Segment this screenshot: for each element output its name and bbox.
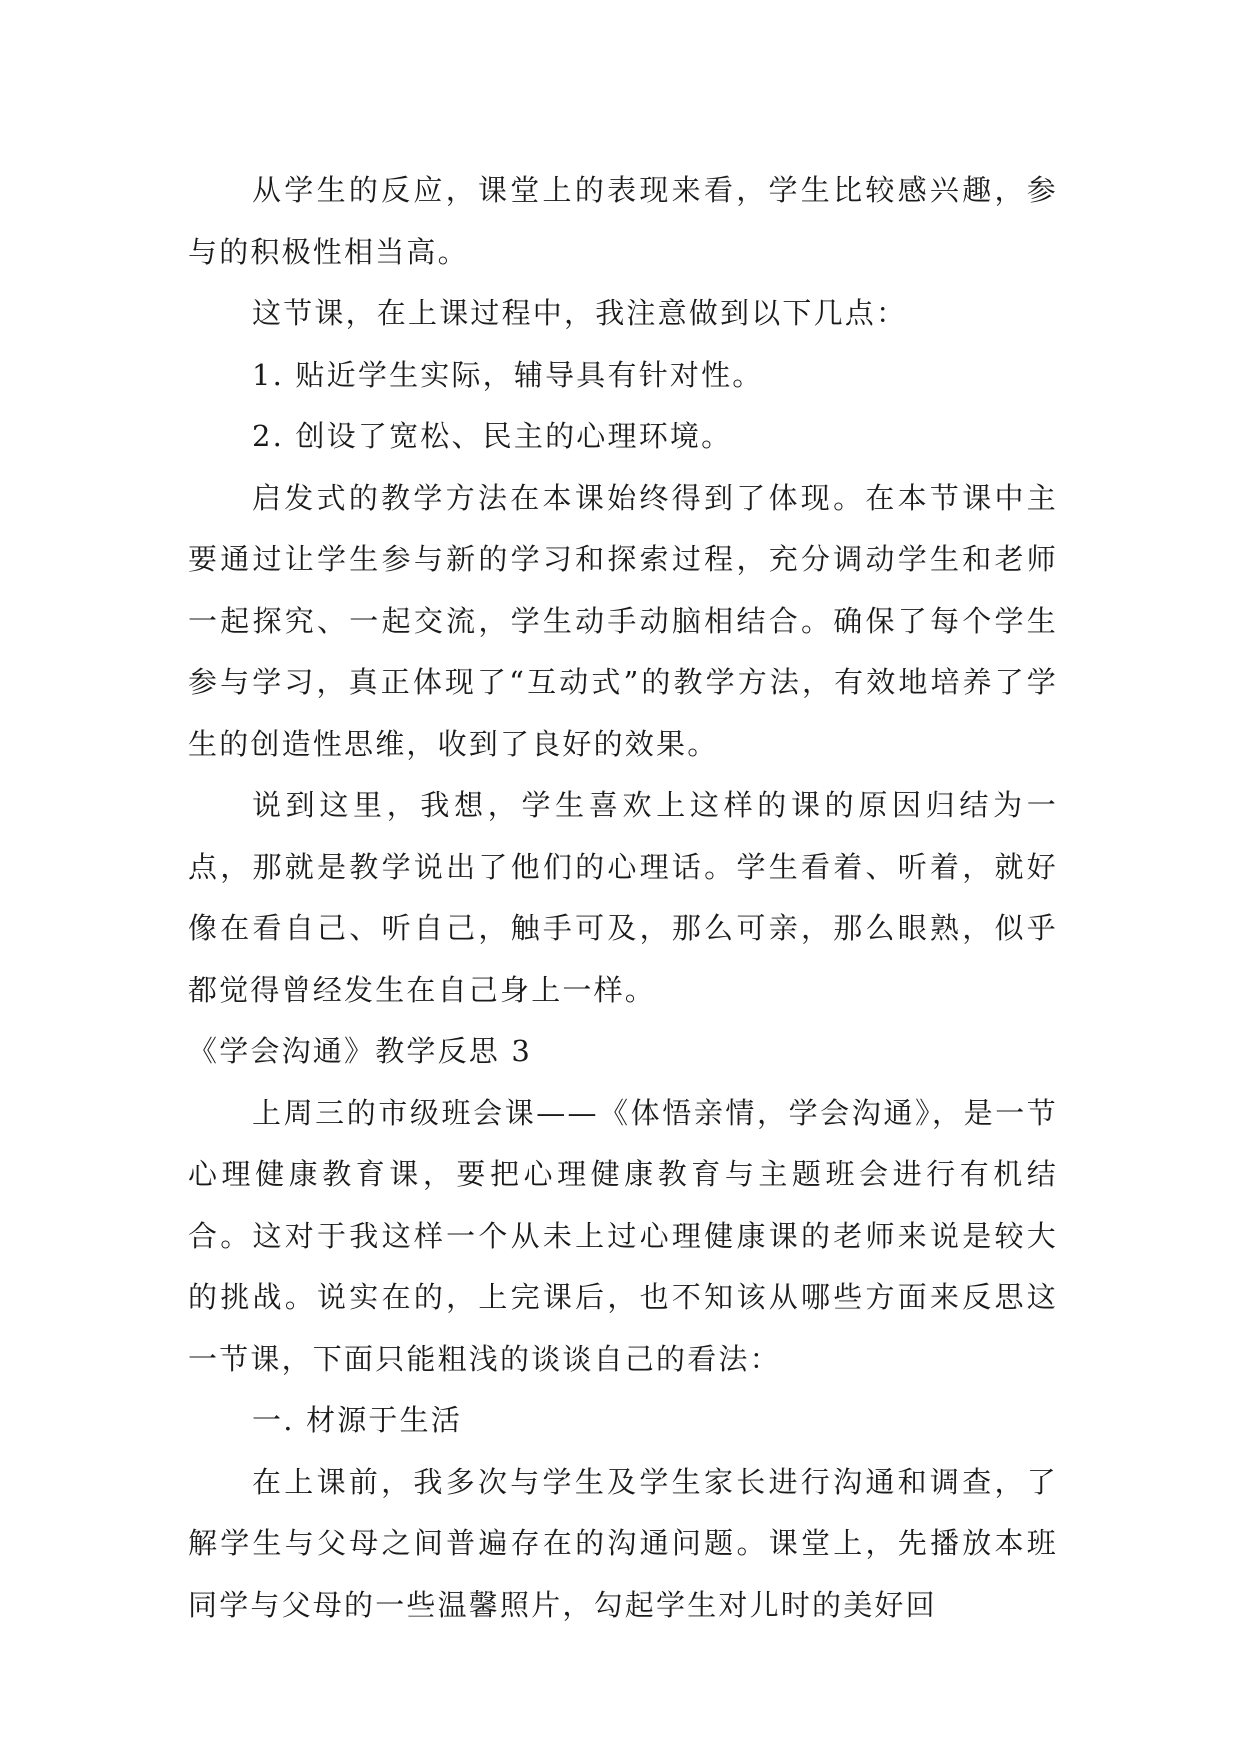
paragraph-point-2: 2. 创设了宽松、民主的心理环境。	[252, 419, 733, 453]
paragraph-point-1: 1. 贴近学生实际，辅导具有针对性。	[252, 357, 764, 392]
paragraph-reason-summary: 说到这里，我想，学生喜欢上这样的课的原因归结为一点，那就是教学说出了他们的心理话。学生看着、听着，就好像在看自己、听自己，触手可及，那么可亲，那么眼熟，似乎都觉得曾经发生在自己身上一样。	[188, 788, 1058, 1007]
document-body	[188, 160, 1058, 1636]
paragraph-class-meeting: 上周三的市级班会课——《体悟亲情，学会沟通》，是一节心理健康教育课，要把心理健康教育与主题班会进行有机结合。这对于我这样一个从未上过心理健康课的老师来说是较大的挑战。说实在的，上完课后，也不知该从哪些方面来反思这一节课，下面只能粗浅的谈谈自己的看法：	[188, 1095, 1058, 1376]
section-title: 《学会沟通》教学反思 3	[188, 1034, 533, 1068]
paragraph-student-reaction: 从学生的反应，课堂上的表现来看，学生比较感兴趣，参与的积极性相当高。	[188, 173, 1058, 269]
paragraph-before-class: 在上课前，我多次与学生及学生家长进行沟通和调查，了解学生与父母之间普遍存在的沟通问题。课堂上，先播放本班同学与父母的一些温馨照片，勾起学生对儿时的美好回	[188, 1464, 1058, 1622]
paragraph-lesson-points-intro: 这节课，在上课过程中，我注意做到以下几点：	[252, 296, 908, 330]
subheading-material-from-life: 一. 材源于生活	[252, 1403, 463, 1437]
paragraph-heuristic-method: 启发式的教学方法在本课始终得到了体现。在本节课中主要通过让学生参与新的学习和探索过程，充分调动学生和老师一起探究、一起交流，学生动手动脑相结合。确保了每个学生参与学习，真正体现了“互动式”的教学方法，有效地培养了学生的创造性思维，收到了良好的效果。	[188, 480, 1058, 761]
